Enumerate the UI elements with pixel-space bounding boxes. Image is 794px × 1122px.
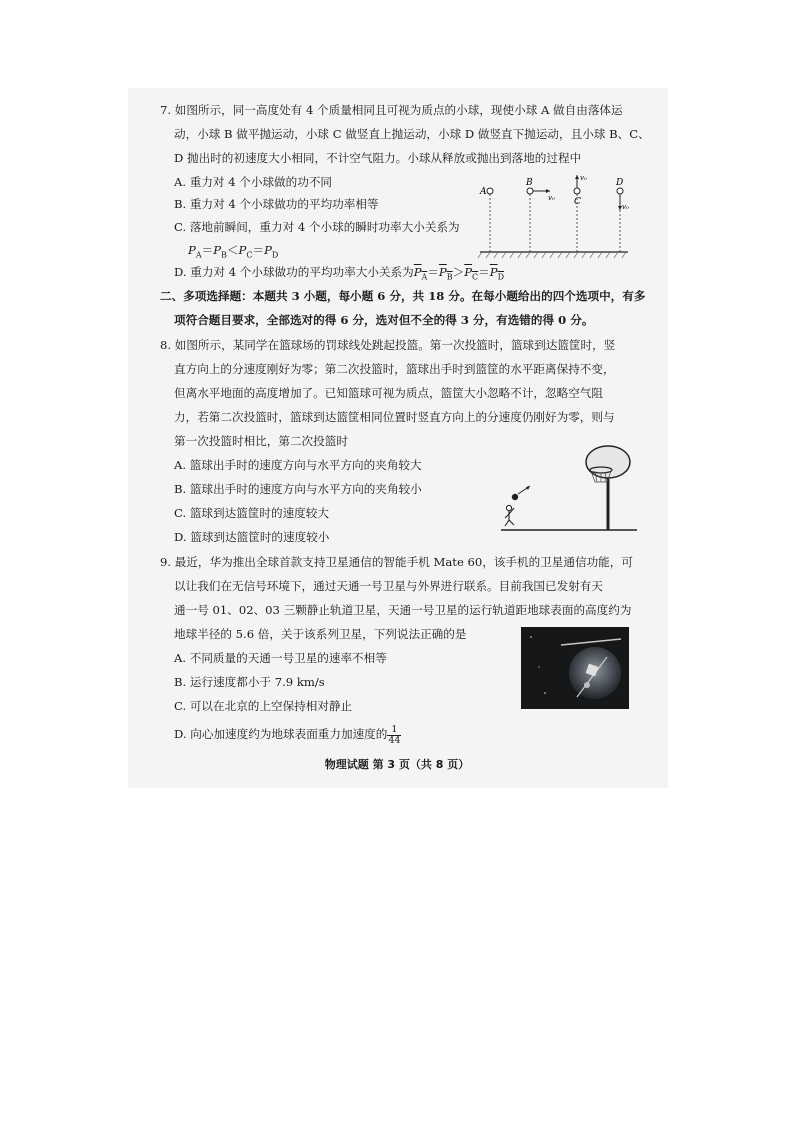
fraction-numerator: 1 (387, 725, 401, 736)
label-b: B (526, 178, 533, 188)
q8-option-d: D. 篮球到达篮筐时的速度较小 (174, 530, 330, 544)
q8-stem-line-1: 8. 如图所示，某同学在篮球场的罚球线处跳起投篮。第一次投篮时，篮球到达篮筐时，竖 (160, 338, 616, 352)
q9-option-d-text: D. 向心加速度约为地球表面重力加速度的 (174, 727, 388, 741)
q9-option-a: A. 不同质量的天通一号卫星的速率不相等 (174, 651, 387, 665)
q8-stem-line-4: 力，若第二次投篮时，篮球到达篮筐相同位置时竖直方向上的分速度仍刚好为零，则与 (174, 410, 615, 424)
q9-stem-line-4: 地球半径的 5.6 倍，关于该系列卫星，下列说法正确的是 (174, 627, 467, 641)
q7-option-c: C. 落地前瞬间，重力对 4 个小球的瞬时功率大小关系为 (174, 220, 460, 234)
q7-stem-line-1: 7. 如图所示，同一高度处有 4 个质量相同且可视为质点的小球，现使小球 A 做自由落体运 (160, 103, 623, 117)
ball-b (527, 188, 533, 194)
section2-heading-line-1: 二、多项选择题：本题共 3 小题，每小题 6 分，共 18 分。在每小题给出的四个选项中，有多 (160, 289, 646, 303)
backboard (586, 446, 630, 478)
label-v0-d: v₀ (622, 203, 629, 211)
q8-option-c: C. 篮球到达篮筐时的速度较大 (174, 506, 329, 520)
basketball (512, 494, 518, 500)
q7-option-d-text: D. 重力对 4 个小球做功的平均功率大小关系为 (174, 265, 414, 279)
q9-stem-line-3: 通一号 01、02、03 三颗静止轨道卫星，天通一号卫星的运行轨道距地球表面的高度约为 (174, 603, 632, 617)
q7-option-d-formula: $P_A=P_B>P_C=P_D$ (413, 265, 504, 282)
label-v0-b: v₀ (548, 194, 555, 202)
ball-a (487, 188, 493, 194)
section2-heading-line-2: 项符合题目要求，全部选对的得 6 分，选对但不全的得 3 分，有选错的得 0 分。 (174, 313, 594, 327)
satellite-photo (521, 627, 629, 709)
q9-option-d-fraction (387, 725, 401, 746)
ball-c (574, 188, 580, 194)
q7-figure (470, 172, 635, 262)
q7-option-a: A. 重力对 4 个小球做的功不同 (174, 175, 333, 189)
label-a: A (480, 187, 487, 197)
q9-option-c: C. 可以在北京的上空保持相对静止 (174, 699, 353, 713)
q7-option-c-formula: $P_A=P_B<P_C=P_D$ (188, 243, 279, 260)
q9-option-d (174, 722, 401, 746)
q8-stem-line-5: 第一次投篮时相比，第二次投篮时 (174, 434, 348, 448)
label-d: D (616, 178, 624, 188)
page-footer: 物理试题 第 3 页（共 8 页） (324, 758, 470, 771)
q8-stem-line-2: 直方向上的分速度刚好为零；第二次投篮时，篮球出手时到篮筐的水平距离保持不变， (174, 362, 615, 376)
ball-d (617, 188, 623, 194)
q8-option-a: A. 篮球出手时的速度方向与水平方向的夹角较大 (174, 458, 422, 472)
fraction-denominator: 44 (388, 734, 401, 746)
satellite-dish (584, 682, 590, 688)
q8-basketball-figure (495, 440, 640, 535)
label-v0-c: v₀ (580, 174, 587, 182)
q7-option-b: B. 重力对 4 个小球做功的平均功率相等 (174, 197, 379, 211)
label-c: C (574, 197, 581, 207)
q7-stem-line-3: D 抛出时的初速度大小相同，不计空气阻力。小球从释放或抛出到落地的过程中 (174, 151, 582, 165)
q8-option-b: B. 篮球出手时的速度方向与水平方向的夹角较小 (174, 482, 422, 496)
q7-stem-line-2: 动，小球 B 做平抛运动，小球 C 做竖直上抛运动，小球 D 做竖直下抛运动，且小球 B、C、 (174, 127, 650, 141)
q9-stem-line-1: 9. 最近，华为推出全球首款支持卫星通信的智能手机 Mate 60，该手机的卫星通信功能，可 (160, 555, 633, 569)
q9-option-b: B. 运行速度都小于 7.9 km/s (174, 675, 325, 689)
q9-stem-line-2: 以让我们在无信号环境下，通过天通一号卫星与外界进行联系。目前我国已发射有天 (174, 579, 603, 593)
player-head (506, 505, 511, 510)
q8-stem-line-3: 但离水平地面的高度增加了。已知篮球可视为质点，篮筐大小忽略不计，忽略空气阻 (174, 386, 603, 400)
